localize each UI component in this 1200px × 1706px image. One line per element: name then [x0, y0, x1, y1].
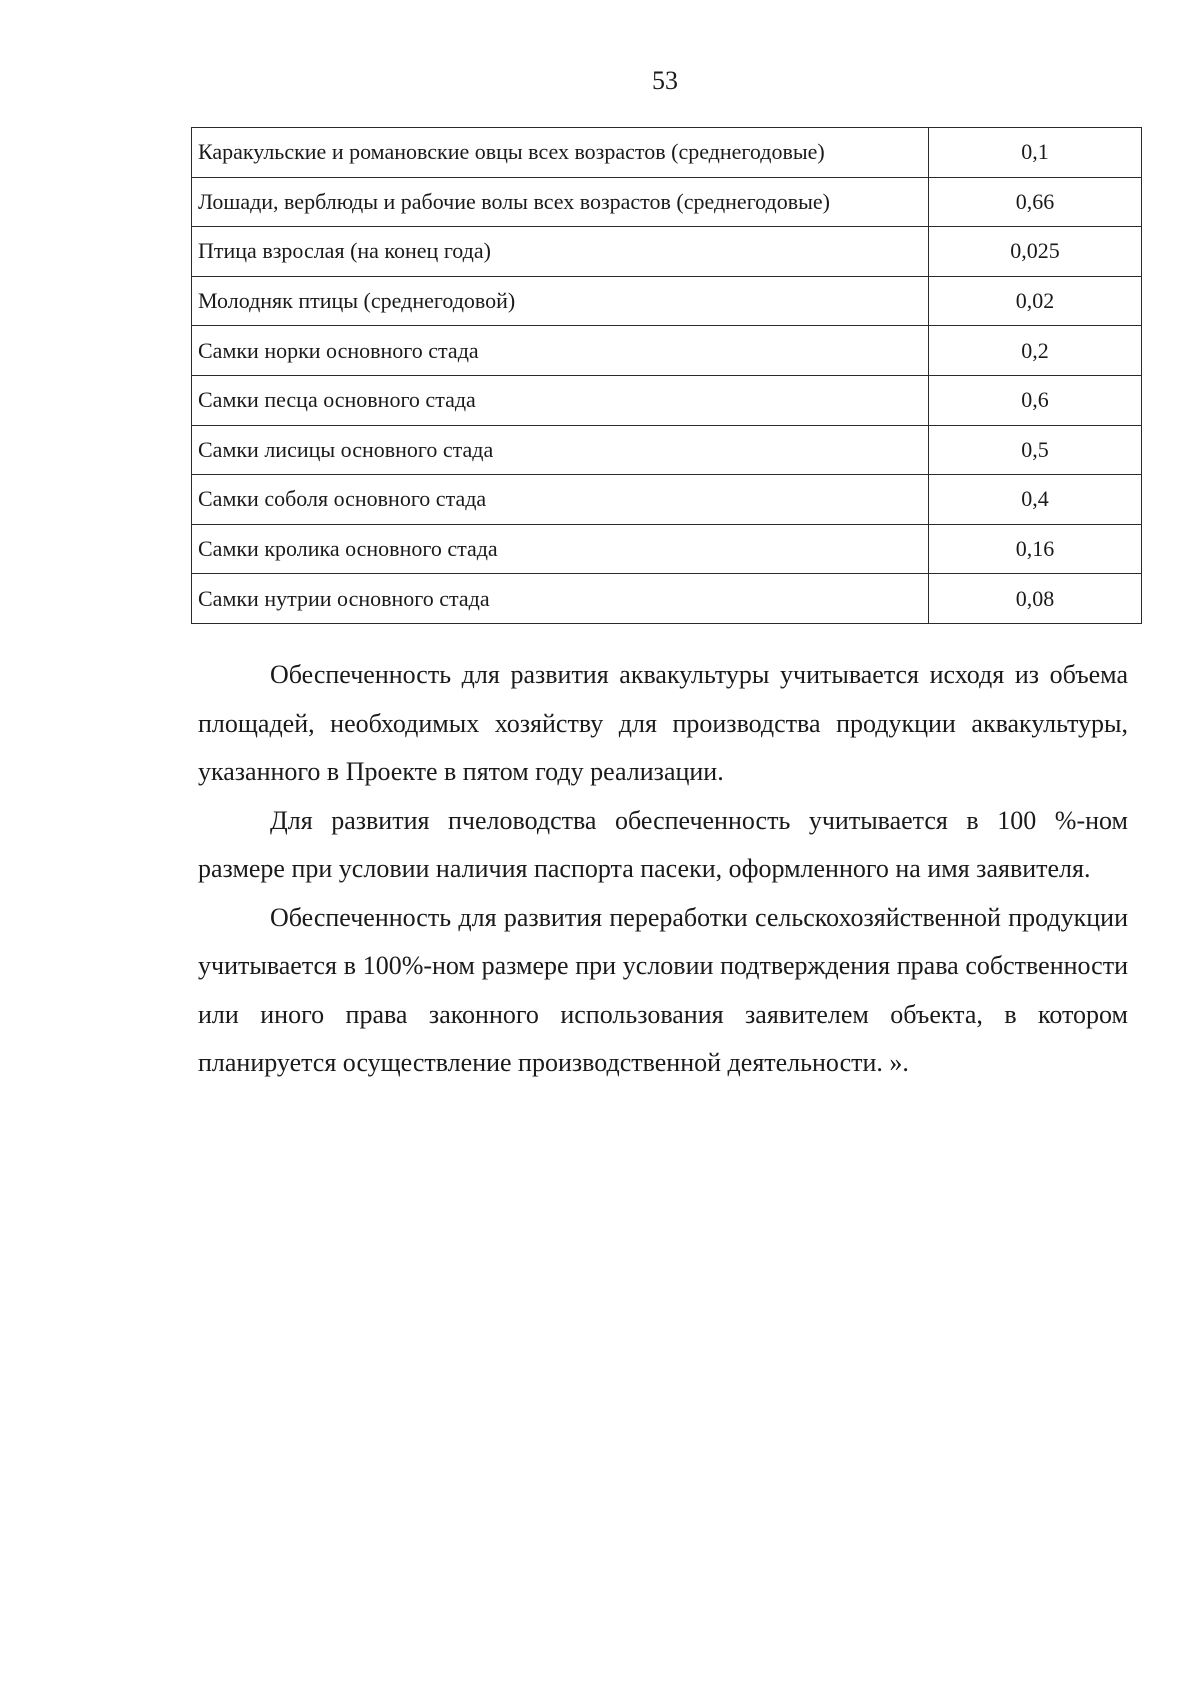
- table-row: [192, 574, 1142, 624]
- row-value-cell: 0,4: [929, 475, 1142, 525]
- table-row: [192, 128, 1142, 178]
- body-text: [198, 651, 1128, 1088]
- row-value-cell: 0,6: [929, 375, 1142, 425]
- coefficients-table: [191, 127, 1142, 624]
- row-name-cell: Самки кролика основного стада: [192, 524, 929, 574]
- table-row: [192, 375, 1142, 425]
- table-row: [192, 475, 1142, 525]
- table-row: [192, 177, 1142, 227]
- table-row: [192, 524, 1142, 574]
- paragraph-beekeeping: Для развития пчеловодства обеспеченность учитывается в 100 %-ном размере при условии наличия паспорта пасеки, оформленного на имя заявителя.: [198, 805, 1128, 883]
- row-name-cell: Самки песца основного стада: [192, 375, 929, 425]
- row-name-cell: Молодняк птицы (среднегодовой): [192, 276, 929, 326]
- row-value-cell: 0,66: [929, 177, 1142, 227]
- table-row: [192, 276, 1142, 326]
- row-name-cell: Птица взрослая (на конец года): [192, 227, 929, 277]
- row-value-cell: 0,08: [929, 574, 1142, 624]
- page-number: 53: [652, 66, 678, 95]
- row-name-cell: Самки соболя основного стада: [192, 475, 929, 525]
- table-row: [192, 425, 1142, 475]
- row-value-cell: 0,025: [929, 227, 1142, 277]
- paragraph-processing: Обеспеченность для развития переработки сельскохозяйственной продукции учитывается в 100%-ном размере при условии подтверждения права собственности или иного права законного использования заявителем объекта, в котором планируется осуществление производственной деятельности. ».: [198, 902, 1128, 1077]
- row-value-cell: 0,16: [929, 524, 1142, 574]
- row-name-cell: Самки лисицы основного стада: [192, 425, 929, 475]
- row-value-cell: 0,02: [929, 276, 1142, 326]
- paragraph-aquaculture: Обеспеченность для развития аквакультуры учитывается исходя из объема площадей, необходимых хозяйству для производства продукции аквакультуры, указанного в Проекте в пятом году реализации.: [198, 660, 1128, 786]
- row-name-cell: Лошади, верблюды и рабочие волы всех возрастов (среднегодовые): [192, 177, 929, 227]
- table-row: [192, 227, 1142, 277]
- row-value-cell: 0,1: [929, 128, 1142, 178]
- table-row: [192, 326, 1142, 376]
- row-name-cell: Каракульские и романовские овцы всех возрастов (среднегодовые): [192, 128, 929, 178]
- row-value-cell: 0,2: [929, 326, 1142, 376]
- row-value-cell: 0,5: [929, 425, 1142, 475]
- row-name-cell: Самки норки основного стада: [192, 326, 929, 376]
- row-name-cell: Самки нутрии основного стада: [192, 574, 929, 624]
